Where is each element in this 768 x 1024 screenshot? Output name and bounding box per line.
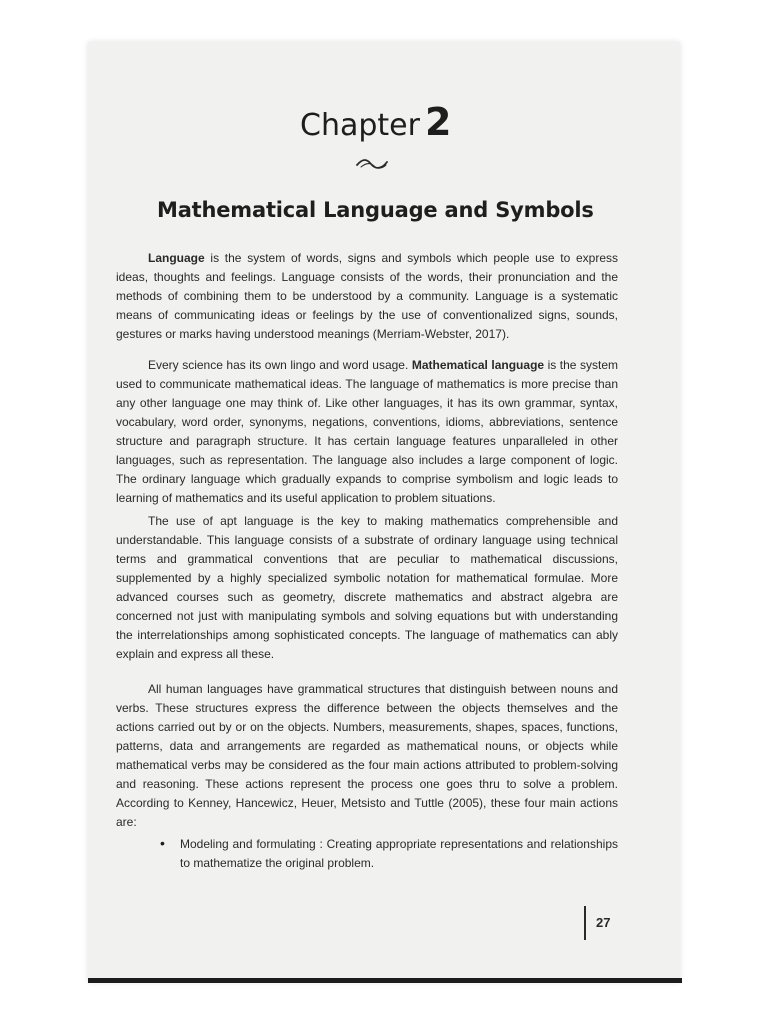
paragraph-2 xyxy=(116,356,618,508)
chapter-heading xyxy=(300,100,452,144)
paragraph-2-pre: Every science has its own lingo and word usage. xyxy=(148,358,412,372)
page-bottom-edge xyxy=(88,978,682,983)
tilde-ornament-icon xyxy=(355,156,389,172)
chapter-word: Chapter xyxy=(300,108,420,143)
paragraph-1 xyxy=(116,249,618,344)
page-number-rule xyxy=(584,906,586,940)
bullet-item-1: Modeling and formulating : Creating appropriate representations and relationships to mathematize the original problem. xyxy=(180,837,618,870)
paragraph-4 xyxy=(116,680,618,832)
bullet-icon: • xyxy=(160,835,165,851)
chapter-number: 2 xyxy=(425,100,452,144)
page-number: 27 xyxy=(596,915,611,930)
paragraph-1-lead: Language xyxy=(148,251,205,265)
paragraph-1-text: is the system of words, signs and symbols which people use to express ideas, thoughts and feelings. Language consists of the words, their pronunciation and the methods of combining them to be understood by a community. Language is a systematic means of communicating ideas or feelings by the use of conventionalized signs, sounds, gestures or marks having understood meanings (Merriam-Webster, 2017). xyxy=(116,251,618,341)
section-title: Mathematical Language and Symbols xyxy=(157,198,594,222)
paragraph-3 xyxy=(116,512,618,664)
paragraph-2-lead: Mathematical language xyxy=(411,358,545,372)
paragraph-2-text: is the system used to communicate mathematical ideas. The language of mathematics is more precise than any other language one may think of. Like other languages, it has its own grammar, syntax, vocabulary, word order, synonyms, negations, conventions, idioms, abbreviations, sentence structure and paragraph structure. It has certain language features unparalleled in other languages, such as representation. The language also includes a large component of logic. The ordinary language which gradually expands to comprise symbolism and logic leads to learning of mathematics and its useful application to problem situations. xyxy=(116,358,618,505)
paragraph-4-text: All human languages have grammatical structures that distinguish between nouns and verbs. These structures express the difference between the objects themselves and the actions carried out by or on the objects. Numbers, measurements, shapes, spaces, functions, patterns, data and arrangements are regarded as mathematical nouns, or objects while mathematical verbs may be considered as the four main actions attributed to problem-solving and reasoning. These actions represent the process one goes thru to solve a problem. According to Kenney, Hancewicz, Heuer, Metsisto and Tuttle (2005), these four main actions are: xyxy=(116,682,618,829)
paragraph-3-text: The use of apt language is the key to making mathematics comprehensible and understandable. This language consists of a substrate of ordinary language using technical terms and grammatical conventions that are peculiar to mathematical discussions, supplemented by a highly specialized symbolic notation for mathematical formulae. More advanced courses such as geometry, discrete mathematics and abstract algebra are concerned not just with manipulating symbols and solving equations but with understanding the interrelationships among sophisticated concepts. The language of mathematics can ably explain and express all these. xyxy=(116,514,618,661)
